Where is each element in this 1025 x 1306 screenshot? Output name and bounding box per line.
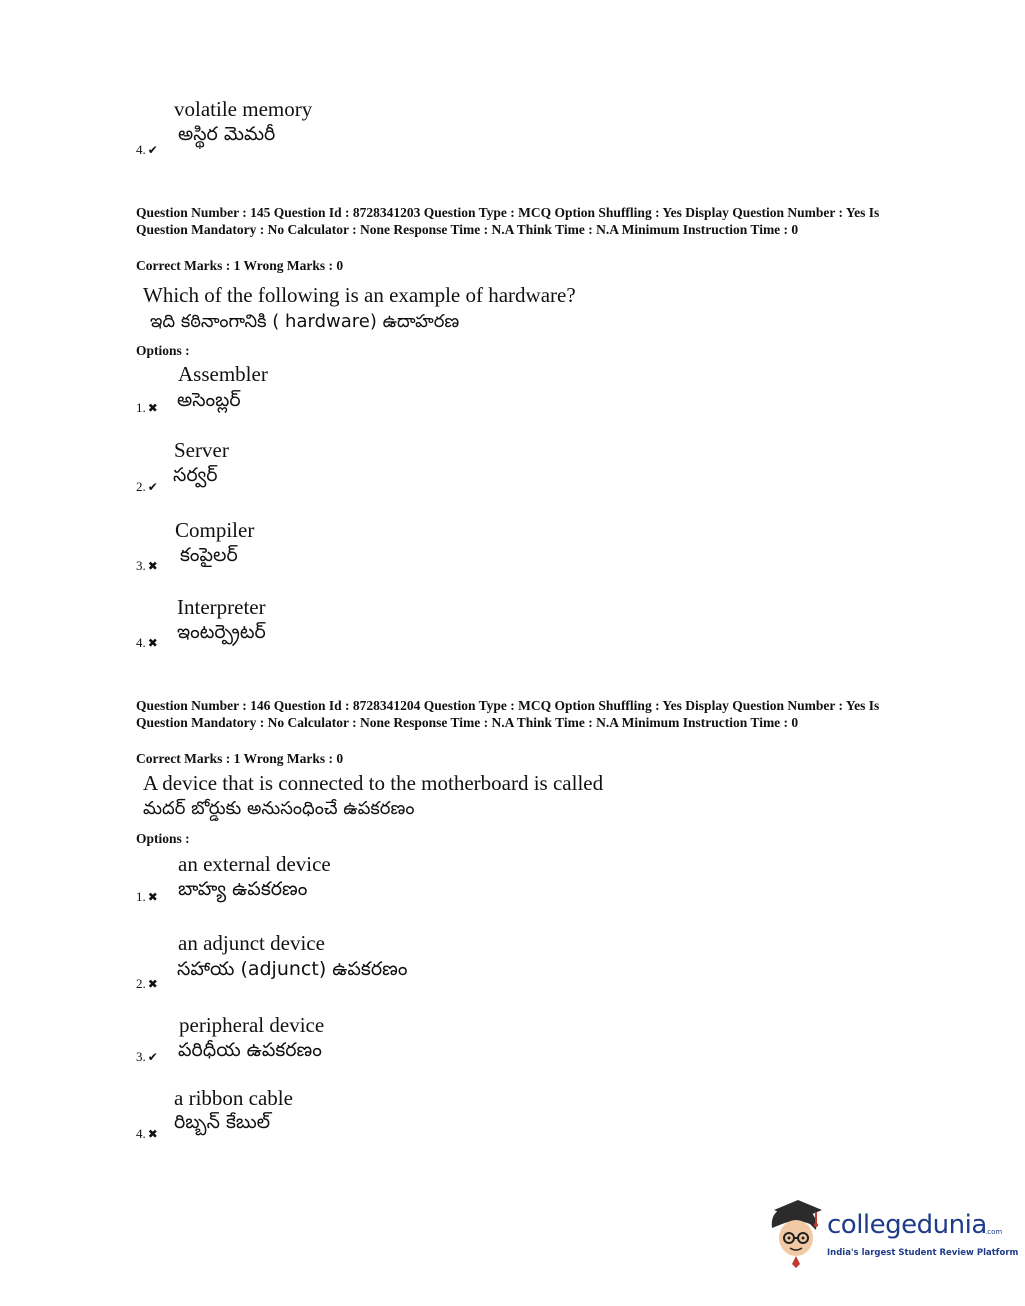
q146-option-3-number: 3. ✔ — [136, 1049, 158, 1064]
q146-option-4-en: a ribbon cable — [174, 1086, 293, 1110]
q146-option-2-te: సహాయ (adjunct) ఉపకరణం — [177, 958, 408, 980]
q146-option-3-en: peripheral device — [179, 1013, 325, 1037]
cross-icon: ✖ — [147, 1127, 158, 1141]
q145-option-4-te: ఇంటర్ప్రెటర్ — [177, 621, 266, 643]
q145-option-4-number: 4. ✖ — [136, 635, 158, 650]
q146-meta: Question Number : 146 Question Id : 8728341204 Question Type : MCQ Option Shuffling : Yes Display Question Number : Yes Is Question Mandatory : No Calculator : None Response Time : N.A Think Time : N.A Minimum Instruction Time : 0 — [136, 698, 880, 730]
q146-option-2-en: an adjunct device — [178, 931, 325, 955]
check-icon: ✔ — [147, 143, 158, 157]
logo-tagline: India's largest Student Review Platform — [827, 1248, 1019, 1258]
cross-icon: ✖ — [147, 890, 158, 904]
q146-option-4-te: రిబ్బన్ కేబుల్ — [174, 1111, 271, 1133]
q145-option-1-en: Assembler — [178, 362, 268, 386]
cross-icon: ✖ — [147, 401, 158, 415]
logo-suffix: .com — [985, 1228, 1003, 1236]
q145-option-3-en: Compiler — [175, 518, 255, 542]
q145-question-en: Which of the following is an example of hardware? — [143, 283, 576, 307]
q145-option-4-en: Interpreter — [177, 595, 266, 619]
q146-option-1-number: 1. ✖ — [136, 889, 158, 904]
prev-option-number: 4. ✔ — [136, 142, 158, 157]
cross-icon: ✖ — [147, 559, 158, 573]
q146-options-label: Options : — [136, 831, 190, 846]
q145-option-3-number: 3. ✖ — [136, 558, 158, 573]
q145-option-2-number: 2. ✔ — [136, 479, 158, 494]
q146-option-2-number: 2. ✖ — [136, 976, 158, 991]
q146-question-te: మదర్ బోర్డుకు అనుసంధించే ఉపకరణం — [143, 798, 415, 819]
q145-option-1-number: 1. ✖ — [136, 400, 158, 415]
q145-question-te: ఇది కఠినాంగానికి ( hardware) ఉదాహరణ — [150, 311, 460, 332]
q145-option-1-te: అసెంబ్లర్ — [177, 389, 241, 411]
q145-option-2-te: సర్వర్ — [173, 464, 218, 486]
check-icon: ✔ — [147, 480, 158, 494]
cross-icon: ✖ — [147, 977, 158, 991]
q146-marks: Correct Marks : 1 Wrong Marks : 0 — [136, 751, 344, 766]
q146-option-3-te: పరిధీయ ఉపకరణం — [178, 1039, 322, 1061]
q145-option-3-te: కంపైలర్ — [180, 544, 238, 566]
q145-marks: Correct Marks : 1 Wrong Marks : 0 — [136, 258, 344, 273]
q145-options-label: Options : — [136, 343, 190, 358]
mascot-logo-icon — [766, 1198, 826, 1270]
prev-option-te: అస్థిర మెమరీ — [178, 123, 276, 145]
check-icon: ✔ — [147, 1050, 158, 1064]
q146-option-1-te: బాహ్య ఉపకరణం — [178, 878, 308, 900]
q145-meta: Question Number : 145 Question Id : 8728341203 Question Type : MCQ Option Shuffling : Yes Display Question Number : Yes Is Question Mandatory : No Calculator : None Response Time : N.A Think Time : N.A Minimum Instruction Time : 0 — [136, 205, 880, 237]
prev-option-en: volatile memory — [174, 97, 313, 121]
q146-option-1-en: an external device — [178, 852, 331, 876]
q146-question-en: A device that is connected to the motherboard is called — [143, 771, 604, 795]
logo-wordmark: collegedunia — [827, 1210, 987, 1240]
cross-icon: ✖ — [147, 636, 158, 650]
q146-option-4-number: 4. ✖ — [136, 1126, 158, 1141]
q145-option-2-en: Server — [174, 438, 229, 462]
